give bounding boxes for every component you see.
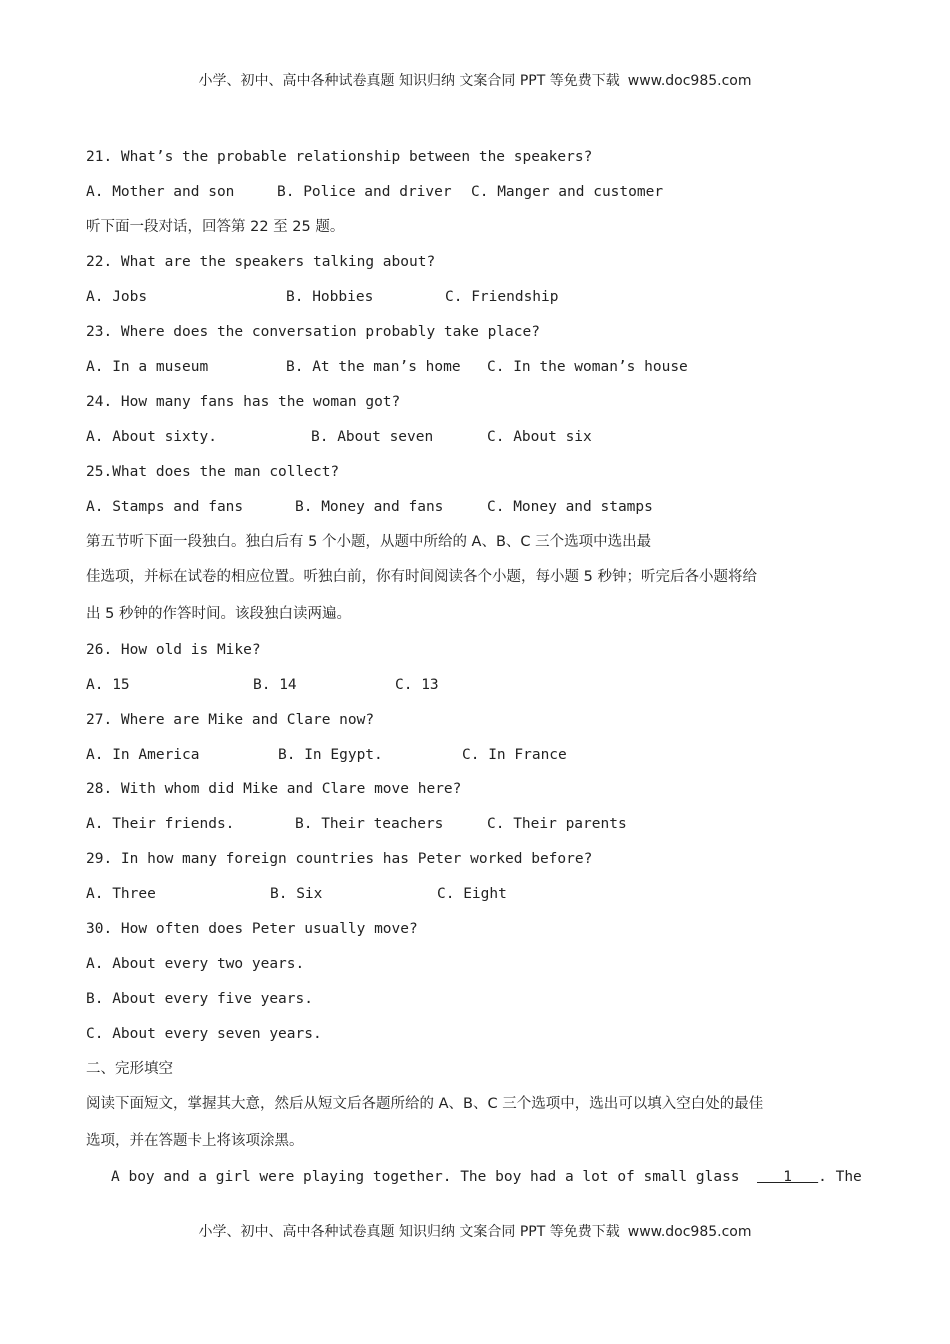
option-30-c: C. About every seven years. (86, 1026, 322, 1042)
options-29 (86, 884, 507, 904)
instruction-22-25: 听下面一段对话，回答第 22 至 25 题。 (86, 219, 345, 235)
option-22-b: B. Hobbies (286, 289, 374, 305)
options-21 (86, 182, 664, 202)
header-url[interactable]: www.doc985.com (627, 73, 752, 89)
part2-instruction-line2: 选项，并在答题卡上将该项涂黑。 (86, 1133, 304, 1149)
question-26: 26. How old is Mike? (86, 642, 261, 658)
option-27-c: C. In France (462, 747, 567, 763)
options-26 (86, 675, 439, 695)
option-23-c: C. In the woman’s house (487, 359, 688, 375)
option-23-b: B. At the man’s home (286, 359, 461, 375)
options-28 (86, 814, 627, 834)
option-26-a: A. 15 (86, 677, 130, 693)
option-29-a: A. Three (86, 886, 156, 902)
section5-instruction-line1: 第五节听下面一段独白。独白后有 5 个小题，从题中所给的 A、B、C 三个选项中选出最 (86, 534, 652, 550)
option-22-c: C. Friendship (445, 289, 559, 305)
blank-1: 1 (757, 1169, 819, 1185)
question-30: 30. How often does Peter usually move? (86, 921, 418, 937)
option-28-c: C. Their parents (487, 816, 627, 832)
option-26-c: C. 13 (395, 677, 439, 693)
option-24-c: C. About six (487, 429, 592, 445)
option-30-a: A. About every two years. (86, 956, 305, 972)
section5-instruction-line3: 出 5 秒钟的作答时间。该段独白读两遍。 (86, 606, 351, 622)
option-27-a: A. In America (86, 747, 200, 763)
options-24 (86, 427, 592, 447)
options-25 (86, 497, 653, 517)
option-29-c: C. Eight (437, 886, 507, 902)
page-header (0, 70, 950, 90)
option-21-c: C. Manger and customer (471, 184, 664, 200)
option-30-b: B. About every five years. (86, 991, 313, 1007)
option-26-b: B. 14 (253, 677, 297, 693)
question-29: 29. In how many foreign countries has Peter worked before? (86, 851, 593, 867)
option-29-b: B. Six (270, 886, 323, 902)
passage-text-cont: . The (818, 1169, 862, 1185)
option-25-b: B. Money and fans (295, 499, 444, 515)
options-23 (86, 357, 688, 377)
question-22: 22. What are the speakers talking about? (86, 254, 436, 270)
option-28-b: B. Their teachers (295, 816, 444, 832)
option-25-a: A. Stamps and fans (86, 499, 244, 515)
option-24-a: A. About sixty. (86, 429, 217, 445)
option-24-b: B. About seven (311, 429, 434, 445)
question-24: 24. How many fans has the woman got? (86, 394, 401, 410)
options-22 (86, 287, 559, 307)
question-27: 27. Where are Mike and Clare now? (86, 712, 375, 728)
header-text: 小学、初中、高中各种试卷真题 知识归纳 文案合同 PPT 等免费下载 (198, 73, 620, 89)
question-23: 23. Where does the conversation probably take place? (86, 324, 540, 340)
options-27 (86, 745, 567, 765)
passage-text: A boy and a girl were playing together. The boy had a lot of small glass (111, 1169, 740, 1185)
footer-text: 小学、初中、高中各种试卷真题 知识归纳 文案合同 PPT 等免费下载 (198, 1224, 620, 1240)
footer-url[interactable]: www.doc985.com (627, 1224, 752, 1240)
option-21-a: A. Mother and son (86, 184, 235, 200)
option-21-b: B. Police and driver (277, 184, 452, 200)
option-22-a: A. Jobs (86, 289, 148, 305)
part2-title: 二、完形填空 (86, 1061, 173, 1077)
part2-instruction-line1: 阅读下面短文，掌握其大意，然后从短文后各题所给的 A、B、C 三个选项中，选出可以填入空白处的最佳 (86, 1096, 764, 1112)
question-25: 25.What does the man collect? (86, 464, 340, 480)
section5-instruction-line2: 佳选项，并标在试卷的相应位置。听独白前，你有时间阅读各个小题，每小题 5 秒钟；听完后各小题将给 (86, 569, 757, 585)
question-28: 28. With whom did Mike and Clare move here? (86, 781, 462, 797)
passage-line1 (111, 1167, 862, 1187)
option-27-b: B. In Egypt. (278, 747, 383, 763)
question-21: 21. What’s the probable relationship between the speakers? (86, 149, 593, 165)
option-23-a: A. In a museum (86, 359, 209, 375)
page-footer (0, 1221, 950, 1241)
option-25-c: C. Money and stamps (487, 499, 653, 515)
option-28-a: A. Their friends. (86, 816, 235, 832)
